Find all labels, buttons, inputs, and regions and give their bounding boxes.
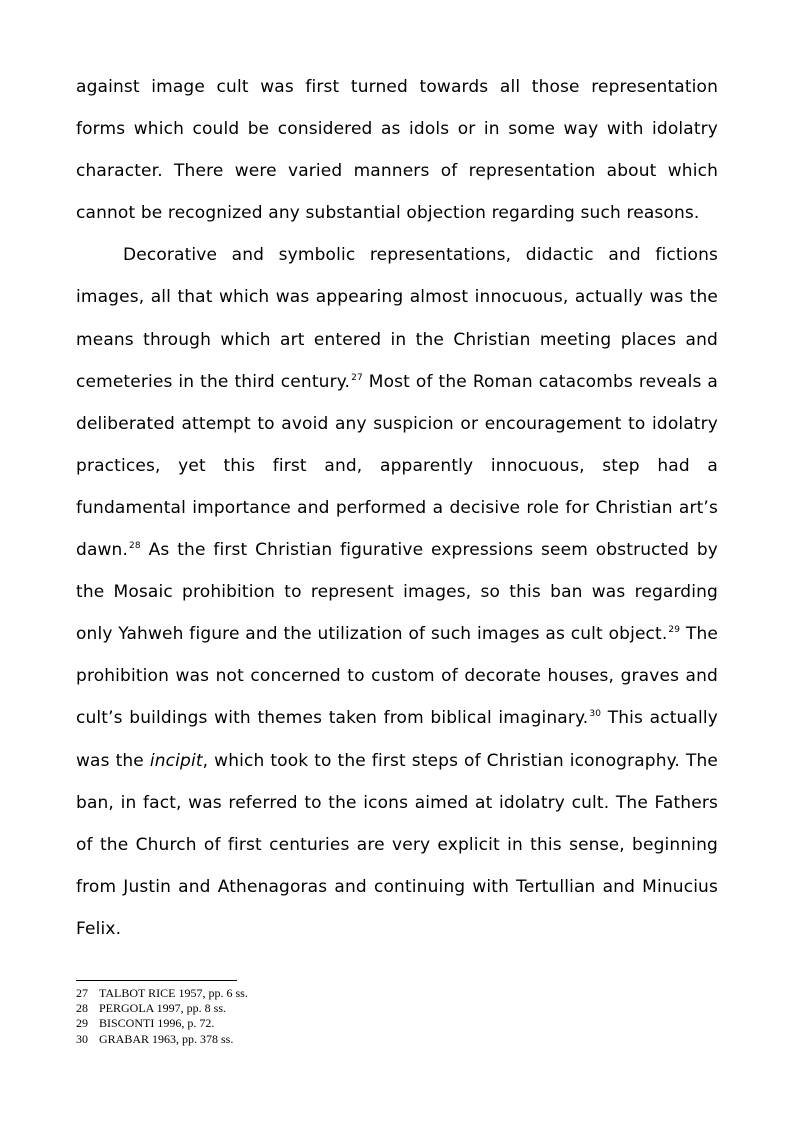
- text-run: , which took to the first steps of Christian iconography. The ban, in fact, was referred to the icons aimed at idolatry cult. The Fathers of the Church of first centuries are very explicit in this sense, beginning from Justin and Athenagoras and continuing with Tertullian and Minucius Felix.: [76, 750, 718, 939]
- footnote-reference: 30: [589, 709, 602, 720]
- paragraph: [76, 234, 718, 950]
- paragraph: [76, 66, 718, 234]
- text-run: Most of the Roman catacombs reveals a deliberated attempt to avoid any suspicion or encouragement to idolatry practices, yet this first and, apparently innocuous, step had a fundamental importance and performed a decisive role for Christian art’s dawn.: [76, 371, 718, 561]
- footnote: [76, 1032, 576, 1047]
- text-run: Decorative and symbolic representations, didactic and fictions images, all that which was appearing almost innocuous, actually was the means through which art entered in the Christian meeting places and cemeteries in the third century.: [76, 245, 718, 392]
- text-run: The prohibition was not concerned to custom of decorate houses, graves and cult’s buildings with themes taken from biblical imaginary.: [76, 624, 718, 729]
- footnote-reference: 29: [668, 625, 681, 636]
- footnote: [76, 986, 576, 1001]
- footnote-number: 29: [76, 1016, 88, 1031]
- emphasized-text: incipit: [149, 750, 203, 771]
- footnote-reference: 27: [351, 372, 363, 383]
- footnote-text: PERGOLA 1997, pp. 8 ss.: [99, 1001, 227, 1016]
- text-run: As the first Christian figurative expressions seem obstructed by the Mosaic prohibition to represent images, so this ban was regarding only Yahweh figure and the utilization of such images as cult object.: [76, 540, 718, 645]
- footnote: [76, 1016, 576, 1031]
- text-run: This actually was the: [76, 708, 718, 771]
- footnote-text: BISCONTI 1996, p. 72.: [99, 1016, 215, 1031]
- footnote-number: 30: [76, 1031, 88, 1046]
- text-run: against image cult was first turned towards all those representation forms which could be considered as idols or in some way with idolatry character. There were varied manners of representation about which cannot be recognized any substantial objection regarding such reasons.: [76, 77, 718, 224]
- footnote-text: GRABAR 1963, pp. 378 ss.: [99, 1031, 234, 1046]
- footnote-number: 27: [76, 986, 88, 1000]
- body-text: [76, 66, 718, 950]
- footnote-number: 28: [76, 1001, 88, 1016]
- footnotes: [76, 986, 576, 1047]
- footnote-text: TALBOT RICE 1957, pp. 6 ss.: [99, 986, 248, 1000]
- footnote: [76, 1001, 576, 1016]
- footnote-reference: 28: [129, 541, 141, 552]
- footnote-separator: [76, 980, 237, 981]
